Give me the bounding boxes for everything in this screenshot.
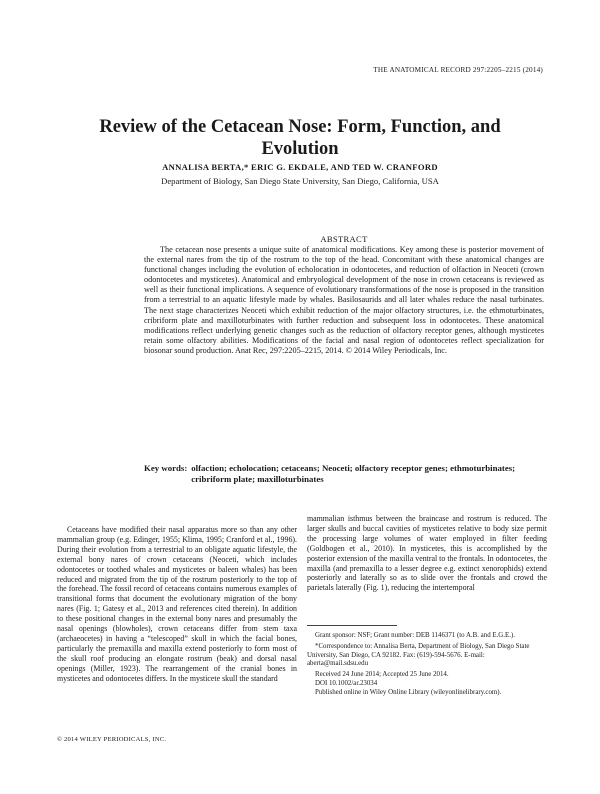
received-date: Received 24 June 2014; Accepted 25 June 2014. bbox=[315, 671, 449, 679]
body-paragraph: Cetaceans have modified their nasal apparatus more so than any other mammalian group (e.g. Edinger, 1955; Klima, 1995; Cranford et al., 1996). During their evolution from a terrestrial to an obligate aquatic lifestyle, the external bony nares of crown cetaceans (Neoceti, which includes odontocetes or toothed whales and mysticetes or baleen whales) has been reduced and migrated from the tip of the rostrum posteriorly to the top of the forehead. The fossil record of cetaceans contains numerous examples of transitional forms that document the evolutionary migration of the bony nares (Fig. 1; Gatesy et al., 2013 and references cited therein). In addition to these positional changes in the external bony nares and presumably the nasal openings (blowholes), crown cetaceans differ from stem taxa (archaeocetes) in having a “telescoped” skull in which the facial bones, particularly the premaxilla and maxilla extend posteriorly to form most of the skull roof producing an elongate rostrum (beak) and dorsal nasal openings (Miller, 1923). The rearrangement of the cranial bones in mysticetes and odontocetes differs. In the mysticete skull the standard bbox=[57, 525, 297, 683]
body-column-right bbox=[307, 514, 547, 593]
abstract-heading: ABSTRACT bbox=[320, 234, 368, 244]
keywords bbox=[144, 463, 544, 485]
footnote-divider bbox=[307, 625, 397, 626]
abstract-text: The cetacean nose presents a unique suite of anatomical modifications. Key among these is posterior movement of the external nares from the tip of the rostrum to the top of the head. Concomitant with these anatomical changes are functional changes including the evolution of echolocation in odontocetes, and reduction of olfaction in Neoceti (crown odontocetes and mysticetes). Anatomical and embryological development of the nose in crown cetaceans is reviewed as well as their functional implications. A sequence of evolutionary transformations of the nose is proposed in the transition from a terrestrial to an aquatic lifestyle made by whales. Basilosaurids and all later whales reduce the nasal turbinates. The next stage characterizes Neoceti which exhibit reduction of the major olfactory structures, i.e. the ethmoturbinates, cribriform plate and maxilloturbinates with further reduction and subsequent loss in odontocetes. These anatomical modifications reflect underlying genetic changes such as the reduction of olfactory receptor genes, although mysticetes retain some olfactory abilities. Modifications of the facial and nasal region of odontocetes reflect specialization for biosonar sound production. Anat Rec, 297:2205–2215, 2014. © 2014 Wiley Periodicals, Inc. bbox=[144, 245, 544, 355]
published-online: Published online in Wiley Online Library (wileyonlinelibrary.com). bbox=[315, 688, 502, 696]
affiliation: Department of Biology, San Diego State University, San Diego, California, USA bbox=[161, 176, 439, 186]
keywords-text: olfaction; echolocation; cetaceans; Neoceti; olfactory receptor genes; ethmoturbinates; cribriform plate; maxilloturbinates bbox=[191, 463, 516, 484]
article-title: Review of the Cetacean Nose: Form, Function, and Evolution bbox=[99, 117, 501, 159]
doi: DOI 10.1002/ar.23034 bbox=[315, 679, 378, 687]
keywords-label: Key words: bbox=[144, 463, 188, 473]
body-paragraph: mammalian isthmus between the braincase and rostrum is reduced. The larger skulls and buccal cavities of mysticetes relative to body size permit the processing large volumes of water employed in filter feeding (Goldbogen et al., 2010). In mysticetes, this is accomplished by the posterior extension of the maxilla ventral to the frontals. In odontocetes, the maxilla (and premaxilla to a lesser degree e.g. extinct xenorophids) extend posteriorly and laterally so as to slide over the frontals and crowd the parietals laterally (Fig. 1), reducing the intertemporal bbox=[307, 514, 547, 593]
author-list: ANNALISA BERTA,* ERIC G. EKDALE, AND TED W. CRANFORD bbox=[162, 162, 438, 172]
footnotes bbox=[307, 632, 547, 698]
running-head: THE ANATOMICAL RECORD 297:2205–2215 (2014) bbox=[373, 66, 543, 74]
correspondence-footnote: *Correspondence to: Annalisa Berta, Department of Biology, San Diego State University, San Diego, CA 92182. Fax: (619)-594-5676. E-mail: aberta@mail.sdsu.edu bbox=[307, 642, 530, 668]
grant-footnote: Grant sponsor: NSF; Grant number: DEB 1146371 (to A.B. and E.G.E.). bbox=[315, 632, 515, 639]
body-column-left bbox=[57, 525, 297, 684]
copyright-notice: © 2014 WILEY PERIODICALS, INC. bbox=[57, 736, 167, 743]
